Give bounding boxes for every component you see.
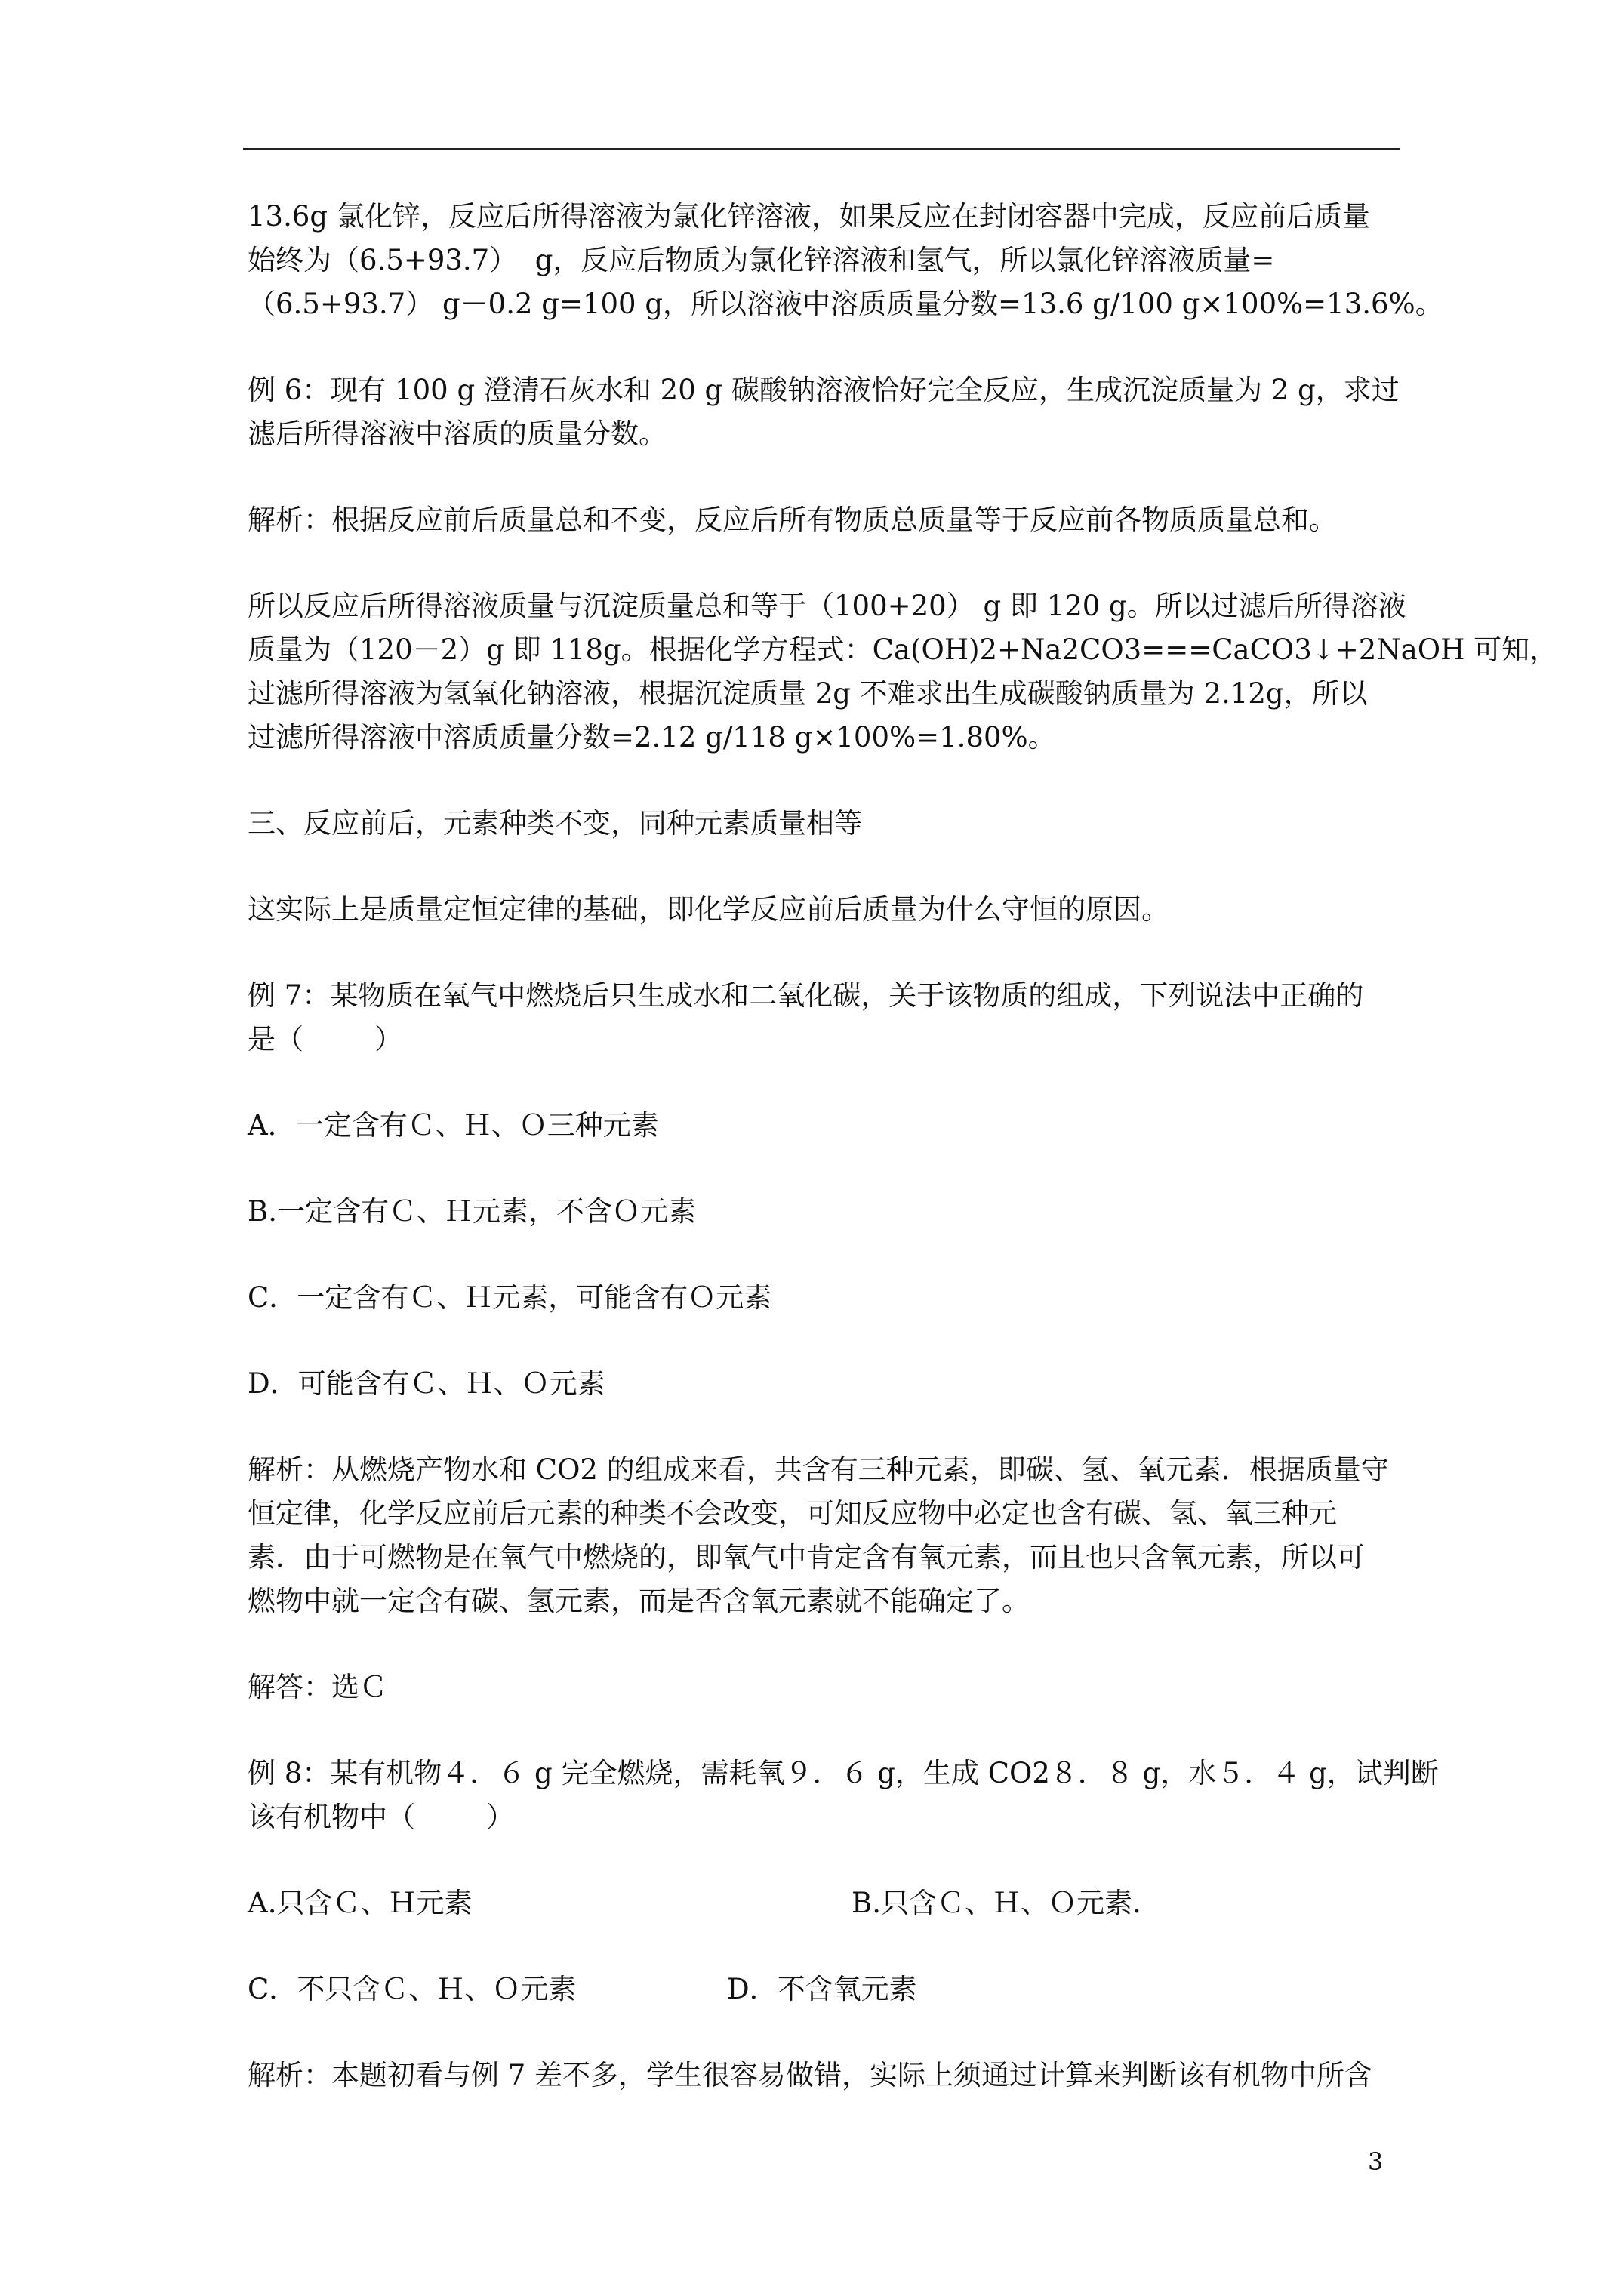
text-line: 解析：本题初看与例 7 差不多，学生很容易做错，实际上须通过计算来判断该有机物中所含 — [248, 2059, 1373, 2091]
text-line: 该有机物中（ ） — [248, 1801, 515, 1833]
paragraph-zinc-chloride — [248, 195, 1443, 326]
page-body — [248, 195, 1558, 2140]
example-8-options-row-2 — [248, 1968, 1403, 2011]
text-line: 所以反应后所得溶液质量与沉淀质量总和等于（100+20） g 即 120 g。所以过滤后所得溶液 — [248, 590, 1406, 622]
example-8-analysis — [248, 2054, 1403, 2097]
text-line: 过滤所得溶液为氢氧化钠溶液，根据沉淀质量 2g 不难求出生成碳酸钠质量为 2.12g，所以 — [248, 677, 1368, 710]
text-line: 解析：从燃烧产物水和 CO2 的组成来看，共含有三种元素，即碳、氢、氧元素．根据质量守 — [248, 1453, 1389, 1486]
text-line: 解析：根据反应前后质量总和不变，反应后所有物质总质量等于反应前各物质质量总和。 — [248, 504, 1337, 536]
text-line: 三、反应前后，元素种类不变，同种元素质量相等 — [248, 807, 862, 840]
example-6-question — [248, 368, 1403, 456]
example-7-option-d: D．可能含有Ｃ、Ｈ、Ｏ元素 — [248, 1367, 605, 1400]
example-8-option-b: B.只含Ｃ、Ｈ、Ｏ元素. — [852, 1887, 1141, 1919]
example-8-option-c: C．不只含Ｃ、Ｈ、Ｏ元素 — [248, 1973, 577, 2005]
example-8-option-a: A.只含Ｃ、Ｈ元素 — [248, 1887, 473, 1919]
example-7-analysis — [248, 1448, 1403, 1623]
example-7-option-c: C．一定含有Ｃ、Ｈ元素，可能含有Ｏ元素 — [248, 1281, 772, 1314]
example-7-option-b: B.一定含有Ｃ、Ｈ元素，不含Ｏ元素 — [248, 1195, 696, 1228]
example-8-options-row-1 — [248, 1881, 1403, 1925]
text-line: 是（ ） — [248, 1023, 403, 1056]
example-8-question — [248, 1752, 1439, 1839]
text-line: 过滤所得溶液中溶质质量分数=2.12 g/118 g×100%=1.80%。 — [248, 721, 1056, 754]
text-line: 质量为（120－2）g 即 118g。根据化学方程式：Ca(OH)2+Na2CO3===CaCO3↓+2NaOH 可知， — [248, 633, 1558, 666]
text-line: 例 6：现有 100 g 澄清石灰水和 20 g 碳酸钠溶液恰好完全反应，生成沉淀质量为 2 g，求过 — [248, 374, 1400, 406]
example-6-solution — [248, 584, 1558, 760]
section-heading-3 — [248, 802, 1403, 846]
section-3-intro — [248, 888, 1403, 932]
text-line: 这实际上是质量定恒定律的基础，即化学反应前后质量为什么守恒的原因。 — [248, 893, 1169, 926]
example-8-option-d: D．不含氧元素 — [727, 1973, 917, 2005]
text-line: 燃物中就一定含有碳、氢元素，而是否含氧元素就不能确定了。 — [248, 1585, 1030, 1617]
text-line: 例 8：某有机物４．６ g 完全燃烧，需耗氧９．６ g，生成 CO2８．８ g，水５．４ g，试判断 — [248, 1757, 1439, 1789]
text-line: 素．由于可燃物是在氧气中燃烧的，即氧气中肯定含有氧元素，而且也只含氧元素，所以可 — [248, 1541, 1365, 1573]
text-line: 滤后所得溶液中溶质的质量分数。 — [248, 418, 667, 450]
text-line: 解答：选Ｃ — [248, 1671, 387, 1703]
example-7-answer — [248, 1666, 1403, 1709]
text-line: 恒定律，化学反应前后元素的种类不会改变，可知反应物中必定也含有碳、氢、氧三种元 — [248, 1497, 1337, 1530]
text-line: 例 7：某物质在氧气中燃烧后只生成水和二氧化碳，关于该物质的组成，下列说法中正确的 — [248, 979, 1364, 1012]
header-rule — [243, 148, 1400, 150]
page-number: 3 — [1368, 2147, 1384, 2176]
example-6-analysis — [248, 498, 1403, 542]
text-line: （6.5+93.7） g－0.2 g=100 g，所以溶液中溶质质量分数=13.6 g/100 g×100%=13.6%。 — [248, 288, 1443, 320]
text-line: 13.6g 氯化锌，反应后所得溶液为氯化锌溶液，如果反应在封闭容器中完成，反应前后质量 — [248, 200, 1370, 233]
example-7-question — [248, 974, 1403, 1062]
text-line: 始终为（6.5+93.7） g，反应后物质为氯化锌溶液和氢气，所以氯化锌溶液质量= — [248, 244, 1275, 276]
example-7-option-a: A．一定含有Ｃ、Ｈ、Ｏ三种元素 — [248, 1109, 659, 1142]
